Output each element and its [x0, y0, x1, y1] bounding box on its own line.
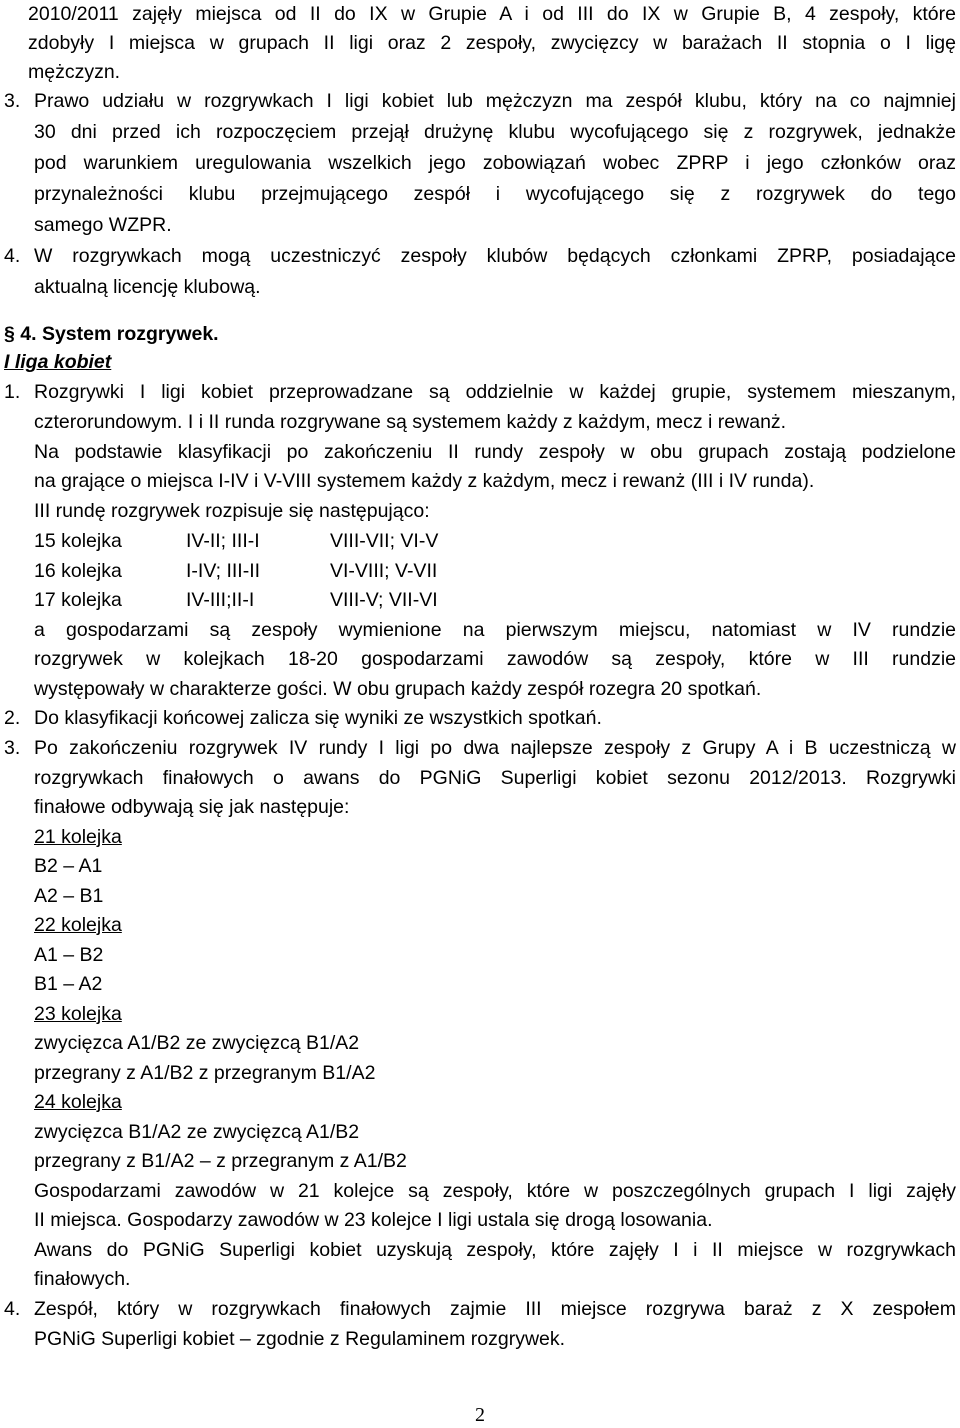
schedule-row [0, 586, 960, 615]
text-line [0, 378, 960, 407]
text-line [0, 704, 960, 733]
list-number: 2. [4, 707, 21, 729]
list-number: 1. [4, 381, 21, 403]
finals-pairing: zwycięzca A1/B2 ze zwycięzcą B1/A2 [34, 1032, 360, 1054]
text-line [0, 438, 960, 467]
text-line [0, 467, 960, 496]
finals-round-label: 24 kolejka [34, 1091, 122, 1113]
paragraph-text: Awans do PGNiG Superligi kobiet uzyskują zespoły, które zajęły I i II miejsce w rozgrywkach [34, 1239, 956, 1261]
text-line [0, 764, 960, 793]
text-line [0, 645, 960, 674]
paragraph-text: finałowe odbywają się jak następuje: [34, 796, 350, 818]
schedule-round: 16 kolejka [34, 560, 122, 582]
text-line [0, 1265, 960, 1294]
paragraph-text: II miejsca. Gospodarzy zawodów w 23 kolejce I ligi ustala się drogą losowania. [34, 1209, 713, 1231]
paragraph-text: Na podstawie klasyfikacji po zakończeniu II rundy zespoły w obu grupach zostają podzielone [34, 441, 956, 463]
finals-match [0, 1029, 960, 1058]
finals-match [0, 1118, 960, 1147]
paragraph-text: finałowych. [34, 1268, 131, 1290]
paragraph-text: pod warunkiem uregulowania wszelkich jego zobowiązań wobec ZPRP i jego członków oraz [34, 152, 956, 174]
schedule-pairs-upper: IV-III;II-I [186, 589, 255, 611]
schedule-round: 15 kolejka [34, 530, 122, 552]
text-line [0, 87, 960, 116]
text-line [0, 0, 960, 29]
text-line [0, 1236, 960, 1265]
subsection-heading [0, 348, 960, 377]
list-number: 3. [4, 737, 21, 759]
section-title: § 4. System rozgrywek. [4, 323, 219, 345]
finals-match [0, 1147, 960, 1176]
paragraph-text: Rozgrywki I ligi kobiet przeprowadzane są oddzielnie w każdej grupie, systemem mieszanym, [34, 381, 956, 403]
text-line [0, 1206, 960, 1235]
text-line [0, 242, 960, 271]
list-number: 4. [4, 245, 21, 267]
paragraph-text: przynależności klubu przejmującego zespół i wycofującego się z rozgrywek do tego [34, 183, 956, 205]
text-line [0, 408, 960, 437]
text-line [0, 29, 960, 58]
finals-round-label: 21 kolejka [34, 826, 122, 848]
text-line [0, 118, 960, 147]
finals-round-heading [0, 1088, 960, 1117]
text-line [0, 211, 960, 240]
text-line [0, 1177, 960, 1206]
schedule-round: 17 kolejka [34, 589, 122, 611]
text-line [0, 675, 960, 704]
paragraph-text: III rundę rozgrywek rozpisuje się następująco: [34, 500, 430, 522]
list-number: 3. [4, 90, 21, 112]
paragraph-text: samego WZPR. [34, 214, 172, 236]
paragraph-text: Do klasyfikacji końcowej zalicza się wyniki ze wszystkich spotkań. [34, 707, 602, 729]
text-line [0, 273, 960, 302]
paragraph-text: Po zakończeniu rozgrywek IV rundy I ligi po dwa najlepsze zespoły z Grupy A i B uczestniczą w [34, 737, 956, 759]
schedule-pairs-lower: VIII-VII; VI-V [330, 530, 439, 552]
finals-pairing: A2 – B1 [34, 885, 104, 907]
finals-match [0, 941, 960, 970]
finals-round-label: 23 kolejka [34, 1003, 122, 1025]
paragraph-text: Prawo udziału w rozgrywkach I ligi kobiet lub mężczyzn ma zespół klubu, który na co najmniej [34, 90, 956, 112]
paragraph-text: mężczyzn. [28, 61, 121, 83]
paragraph-text: występowały w charakterze gości. W obu grupach każdy zespół rozegra 20 spotkań. [34, 678, 762, 700]
finals-pairing: B2 – A1 [34, 855, 103, 877]
paragraph-text: zdobyły I miejsca w grupach II ligi oraz 2 zespoły, zwycięzcy w barażach II stopnia o I ligę [28, 32, 956, 54]
finals-pairing: przegrany z A1/B2 z przegranym B1/A2 [34, 1062, 376, 1084]
finals-pairing: przegrany z B1/A2 – z przegranym z A1/B2 [34, 1150, 407, 1172]
page-number: 2 [475, 1404, 485, 1426]
finals-pairing: B1 – A2 [34, 973, 103, 995]
finals-match [0, 970, 960, 999]
finals-round-label: 22 kolejka [34, 914, 122, 936]
text-line [0, 180, 960, 209]
schedule-row [0, 527, 960, 556]
finals-pairing: zwycięzca B1/A2 ze zwycięzcą A1/B2 [34, 1121, 360, 1143]
text-line [0, 616, 960, 645]
schedule-pairs-upper: I-IV; III-II [186, 560, 261, 582]
schedule-row [0, 557, 960, 586]
paragraph-text: rozgrywkach finałowych o awans do PGNiG Superligi kobiet sezonu 2012/2013. Rozgrywki [34, 767, 956, 789]
finals-match [0, 852, 960, 881]
paragraph-text: 2010/2011 zajęły miejsca od II do IX w Grupie A i od III do IX w Grupie B, 4 zespoły, które [28, 3, 956, 25]
list-number: 4. [4, 1298, 21, 1320]
paragraph-text: PGNiG Superligi kobiet – zgodnie z Regulaminem rozgrywek. [34, 1328, 566, 1350]
schedule-pairs-lower: VI-VIII; V-VII [330, 560, 438, 582]
text-line [0, 734, 960, 763]
paragraph-text: Zespół, który w rozgrywkach finałowych zajmie III miejsce rozgrywa baraż z X zespołem [34, 1298, 956, 1320]
schedule-pairs-upper: IV-II; III-I [186, 530, 260, 552]
finals-round-heading [0, 911, 960, 940]
paragraph-text: W rozgrywkach mogą uczestniczyć zespoły klubów będących członkami ZPRP, posiadające [34, 245, 956, 267]
text-line [0, 149, 960, 178]
finals-round-heading [0, 1000, 960, 1029]
finals-pairing: A1 – B2 [34, 944, 104, 966]
text-line [0, 1325, 960, 1354]
paragraph-text: Gospodarzami zawodów w 21 kolejce są zespoły, które w poszczególnych grupach I ligi zajęły [34, 1180, 956, 1202]
finals-round-heading [0, 823, 960, 852]
paragraph-text: a gospodarzami są zespoły wymienione na pierwszym miejscu, natomiast w IV rundzie [34, 619, 956, 641]
text-line [0, 58, 960, 87]
paragraph-text: aktualną licencję klubową. [34, 276, 261, 298]
section-heading [0, 320, 960, 349]
text-line [0, 793, 960, 822]
paragraph-text: rozgrywek w kolejkach 18-20 gospodarzami zawodów są zespoły, które w III rundzie [34, 648, 956, 670]
subsection-title: I liga kobiet [4, 351, 112, 373]
finals-match [0, 882, 960, 911]
paragraph-text: 30 dni przed ich rozpoczęciem przejął drużynę klubu wycofującego się z rozgrywek, jednakże [34, 121, 956, 143]
paragraph-text: na grające o miejsca I-IV i V-VIII systemem każdy z każdym, mecz i rewanż (III i IV runda). [34, 470, 815, 492]
finals-match [0, 1059, 960, 1088]
schedule-pairs-lower: VIII-V; VII-VI [330, 589, 438, 611]
text-line [0, 1295, 960, 1324]
text-line [0, 497, 960, 526]
paragraph-text: czterorundowym. I i II runda rozgrywane są systemem każdy z każdym, mecz i rewanż. [34, 411, 787, 433]
